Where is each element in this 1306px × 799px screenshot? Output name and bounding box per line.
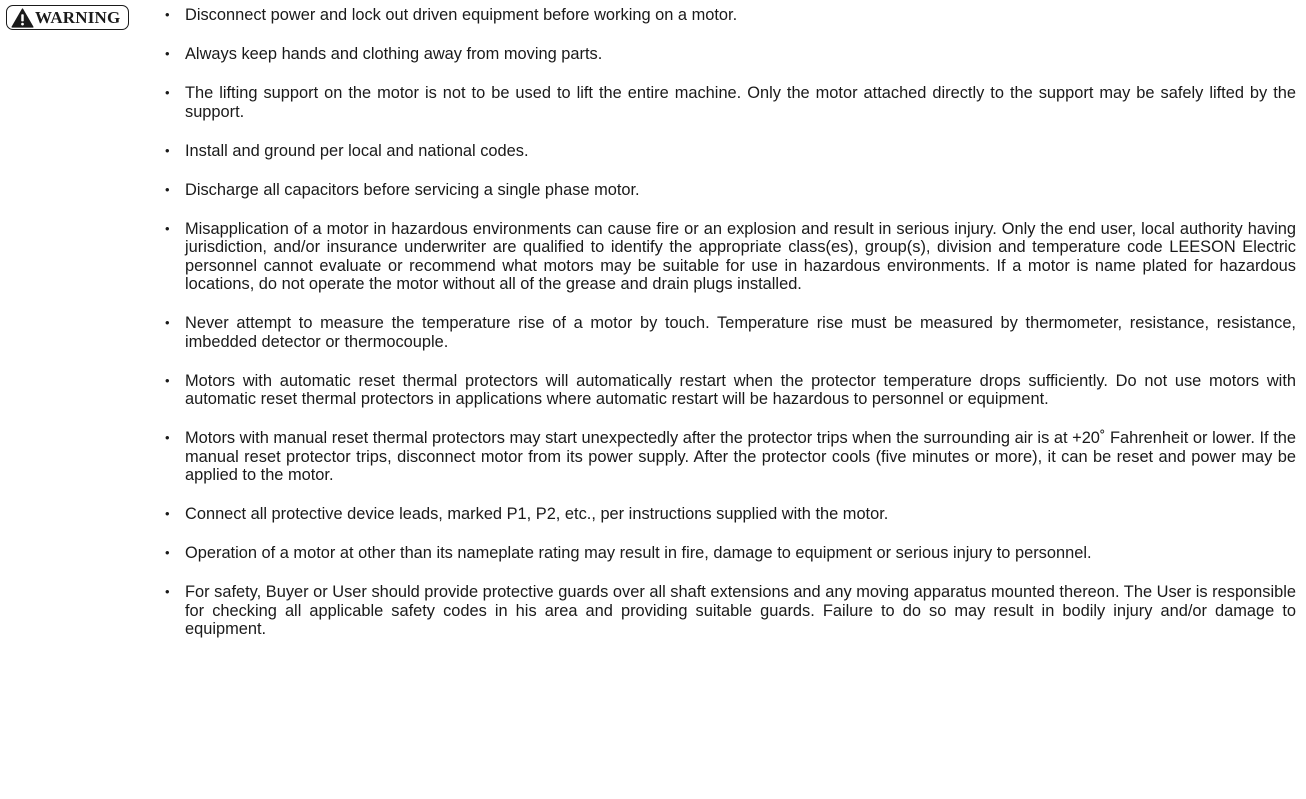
bullet-icon: • [165,584,170,599]
warning-item [163,583,1296,639]
warning-item-text: Motors with manual reset thermal protectors may start unexpectedly after the protector trips when the surrounding air is at +20˚ Fahrenheit or lower. If the manual reset protector trips, disconnect motor from its power supply. After the protector cools (five minutes or more), it can be reset and power may be applied to the motor. [185,429,1296,484]
bullet-icon: • [165,315,170,330]
warning-item-text: Always keep hands and clothing away from moving parts. [185,45,603,63]
warning-item [163,429,1296,485]
warning-item [163,84,1296,121]
warning-item-text: Misapplication of a motor in hazardous environments can cause fire or an explosion and result in serious injury. Only the end user, local authority having jurisdiction, and/or insurance underwriter are qualified to identify the appropriate class(es), group(s), division and temperature code LEESON Electric personnel cannot evaluate or recommend what motors may be suitable for use in hazardous environments. If a motor is name plated for hazardous locations, do not operate the motor without all of the grease and drain plugs installed. [185,219,1296,293]
bullet-icon: • [165,181,170,197]
bullet-icon: • [165,7,170,22]
bullet-icon: • [165,46,170,61]
warning-list [163,6,1296,639]
warning-item-text: Operation of a motor at other than its nameplate rating may result in fire, damage to equipment or serious injury to personnel. [185,544,1092,562]
warning-item-text: Never attempt to measure the temperature rise of a motor by touch. Temperature rise must be measured by thermometer, resistance, resistance, imbedded detector or thermocouple. [185,314,1296,351]
bullet-icon: • [165,85,170,100]
warning-item-text: Discharge all capacitors before servicing a single phase motor. [185,180,640,199]
bullet-icon: • [165,220,170,236]
warning-item [163,314,1296,351]
bullet-icon: • [165,372,170,388]
warning-item [163,505,1296,524]
warning-label: WARNING [35,8,121,27]
warning-badge [6,5,129,30]
warning-item [163,544,1296,563]
warning-item-text: Install and ground per local and national codes. [185,141,529,160]
warning-item-text: Connect all protective device leads, marked P1, P2, etc., per instructions supplied with the motor. [185,505,889,523]
bullet-icon: • [165,142,170,158]
exclamation-triangle-icon [11,8,34,28]
bullet-icon: • [165,545,170,560]
warning-item-text: Motors with automatic reset thermal protectors will automatically restart when the protector temperature drops sufficiently. Do not use motors with automatic reset thermal protectors in applications where automatic restart will be hazardous to personnel or equipment. [185,371,1296,408]
warning-item-text: Disconnect power and lock out driven equipment before working on a motor. [185,6,738,24]
warning-item [163,220,1296,294]
warning-item [163,6,1296,25]
bullet-icon: • [165,430,170,445]
warning-item-text: The lifting support on the motor is not to be used to lift the entire machine. Only the motor attached directly to the support may be safely lifted by the support. [185,84,1296,121]
warning-item [163,372,1296,409]
warning-item [163,181,1296,200]
warning-item [163,45,1296,64]
warning-item-text: For safety, Buyer or User should provide protective guards over all shaft extensions and any moving apparatus mounted thereon. The User is responsible for checking all applicable safety codes in his area and providing suitable guards. Failure to do so may result in bodily injury and/or damage to equipment. [185,583,1296,638]
warning-item [163,142,1296,161]
bullet-icon: • [165,506,170,521]
